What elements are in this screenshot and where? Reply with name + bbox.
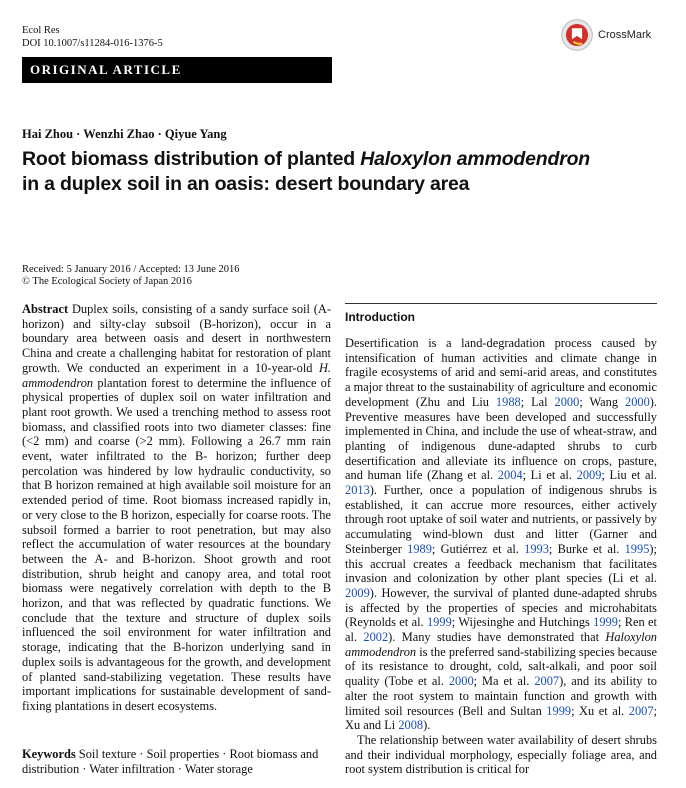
keywords-label: Keywords	[22, 747, 76, 761]
intro-text: ; Xu et al.	[571, 703, 629, 718]
citation-link[interactable]: 1989	[407, 541, 432, 556]
crossmark-icon	[560, 18, 594, 52]
intro-text: ; Gutiérrez et al.	[431, 541, 525, 556]
citation-link[interactable]: 2008	[398, 718, 424, 733]
doi[interactable]: DOI 10.1007/s11284-016-1376-5	[22, 38, 163, 49]
citation-link[interactable]: 2007	[628, 703, 654, 718]
title-part-1: Root biomass distribution of planted	[22, 148, 361, 170]
citation-link[interactable]: 2002	[363, 630, 389, 645]
intro-text: ); this accrual creates a feedback mechanism that facilitates invasion and colonization by other plant species (Li et al.	[345, 541, 657, 586]
journal-info	[22, 24, 163, 50]
intro-text: ). Further, once a population of indigenous shrubs is established, it can accrue more resources, either actively through root uptake of soil water and nutrients, or passively by accumulating wind-blown dust and litter (Garner and Steinberger	[345, 483, 657, 556]
intro-text: ), and its ability to alter the root system to maintain function and growth with limited soil resources (Bell and Sultan	[345, 674, 657, 718]
abstract-text-1: Duplex soils, consisting of a sandy surface soil (A-horizon) and silty-clay subsoil (B-horizon), occur in a boundary area between oasis and desert in northwestern China and create a challenging habitat for restoration of plant growth. We conducted an experiment in a 10-year-old	[22, 302, 331, 375]
citation-link[interactable]: 1999	[593, 615, 618, 630]
citation-link[interactable]: 1993	[524, 541, 549, 556]
citation-link[interactable]: 1999	[426, 615, 452, 630]
citation-link[interactable]: 2007	[534, 674, 560, 689]
citation-link[interactable]: 2004	[497, 468, 523, 483]
article-type-banner: ORIGINAL ARTICLE	[22, 57, 332, 83]
keywords	[22, 747, 331, 776]
intro-text: ; Burke et al.	[548, 541, 625, 556]
title-part-2: in a duplex soil in an oasis: desert boundary area	[22, 173, 470, 195]
intro-species: Haloxylon ammodendron	[345, 630, 658, 659]
crossmark-badge[interactable]	[560, 16, 670, 54]
intro-text: ; Ren et al.	[345, 615, 657, 645]
intro-text: ). Many studies have demonstrated that	[388, 630, 606, 645]
copyright: © The Ecological Society of Japan 2016	[22, 276, 192, 287]
intro-text: ).	[423, 718, 431, 733]
intro-text: ; Ma et al.	[473, 674, 535, 689]
intro-paragraph-1	[345, 336, 657, 733]
intro-text: ; Li et al.	[522, 468, 577, 483]
intro-paragraph-2: The relationship between water availability of desert shrubs and their individual morphology, especially foliage area, and root system distribution is critical for	[345, 732, 657, 777]
intro-text: ; Wang	[579, 394, 625, 409]
citation-link[interactable]: 2009	[576, 468, 602, 483]
column-divider	[345, 303, 657, 304]
title-species: Haloxylon ammodendron	[360, 148, 591, 170]
journal-name: Ecol Res	[22, 25, 60, 36]
abstract-text-2: plantation forest to determine the influence of physical properties of duplex soil on water infiltration and plant root growth. We used a trenching method to assess root biomass, and classified roots into two diameter classes: fine (<2 mm) and coarse (>2 mm). Following a 26.7 mm rain event, water infiltrated to the B- horizon; further deep percolation was hindered by low hydraulic conductivity, so that B horizon remained at high available soil moisture for an extended period of time. Root biomass increased rapidly in, or very close to the B horizon, especially for coarse roots. The subsoil formed a barrier to root penetration, but may also reflect the accumulation of water resources at the boundary between the A- and B-horizon. Shoot growth and root distribution, shrub height and canopy area, and total root biomass were negatively correlation with depth to the B horizon, and that was reflected by quadratic functions. We conclude that the texture and structure of duplex soils influenced the soil environment for water infiltration and storage, indicating that the B-horizon underlying sand in duplex soils is advantageous for the growth, and development of planted sand-stabilizing vegetation. These results have important implications for sustainable development of sand-fixing plantations in desert ecosystems.	[22, 375, 331, 713]
introduction-body	[345, 336, 657, 777]
introduction-heading: Introduction	[345, 310, 415, 324]
article-title	[22, 147, 642, 197]
citation-link[interactable]: 2000	[625, 394, 650, 409]
intro-text: ). Preventive measures have been developed and successfully implemented in China, and include the use of wheat-straw, and planting of indigenous dune-adapted shrubs to curb desertification and alleviate its influence on crops, pasture, and human life (Zhang et al.	[345, 394, 658, 483]
abstract	[22, 302, 331, 714]
article-dates	[22, 264, 240, 288]
intro-text: ; Wijesinghe and Hutchings	[451, 615, 594, 630]
intro-text: ; Xu and Li	[345, 703, 657, 733]
intro-text: ; Lal	[520, 394, 555, 409]
abstract-label: Abstract	[22, 302, 69, 316]
citation-link[interactable]: 1988	[495, 394, 521, 409]
citation-link[interactable]: 2013	[345, 483, 370, 498]
received-accepted: Received: 5 January 2016 / Accepted: 13 June 2016	[22, 264, 240, 275]
abstract-species: H. ammodendron	[22, 360, 331, 390]
crossmark-label: CrossMark	[598, 29, 652, 41]
citation-link[interactable]: 2000	[448, 674, 474, 689]
intro-text: ). However, the survival of planted dune-adapted shrubs is affected by the properties of species and microhabitats (Reynolds et al.	[345, 585, 657, 630]
keywords-text: Soil texture · Soil properties · Root biomass and distribution · Water infiltration · Water storage	[22, 747, 319, 776]
citation-link[interactable]: 2000	[554, 394, 580, 409]
intro-text: Desertification is a land-degradation process caused by intensification of human activities and climate change in fragile ecosystems of arid and semi-arid areas, and constitutes a major threat to the sustainability of agriculture and economic development (Zhu and Liu	[345, 336, 657, 409]
citation-link[interactable]: 2009	[345, 585, 370, 600]
intro-text: ; Liu et al.	[601, 468, 657, 483]
intro-text: is the preferred sand-stabilizing species because of its resistance to drought, cold, salt-alkali, and poor soil quality (Tobe et al.	[345, 644, 657, 689]
citation-link[interactable]: 1999	[546, 703, 572, 718]
authors: Hai Zhou · Wenzhi Zhao · Qiyue Yang	[22, 127, 227, 141]
citation-link[interactable]: 1995	[624, 541, 650, 556]
